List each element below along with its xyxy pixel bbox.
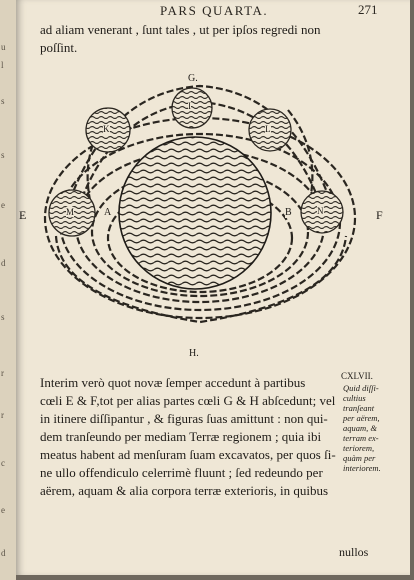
margin-note-line: terram ex- bbox=[343, 433, 379, 443]
text-line: dem tranſeundo per mediam Terræ regionem ; quia ibi bbox=[40, 429, 322, 444]
label-f: F bbox=[376, 208, 383, 222]
field-arc bbox=[288, 110, 312, 200]
letter-a: A bbox=[104, 207, 112, 218]
margin-note-number: CXLVII. bbox=[341, 371, 373, 381]
letter-b: B bbox=[285, 207, 292, 218]
margin-note-line: tranſeant bbox=[343, 403, 375, 413]
running-head: PARS QUARTA. bbox=[160, 3, 269, 18]
text-line: meatus habent ad menſuram ſuam excavatos, per quos ſi- bbox=[40, 447, 336, 462]
gutter-char: e bbox=[1, 200, 5, 210]
text-line: Interim verò quot novæ ſemper accedunt à partibus bbox=[40, 375, 306, 390]
gutter-char: d bbox=[1, 258, 6, 268]
margin-note-line: interiorem. bbox=[343, 463, 381, 473]
text-line: aërem, aquam & alia corpora terræ exterioris, in quibus bbox=[40, 483, 329, 498]
margin-note-line: aquam, & bbox=[343, 423, 377, 433]
margin-note-line: Quid diſſi- bbox=[343, 383, 379, 393]
letter-k: K bbox=[103, 124, 110, 134]
letter-m: M bbox=[66, 207, 75, 217]
margin-note-line: cultius bbox=[343, 393, 366, 403]
gutter-char: d bbox=[1, 548, 6, 558]
gutter-char: s bbox=[1, 312, 5, 322]
label-e: E bbox=[19, 208, 27, 222]
gutter-char: l bbox=[1, 60, 4, 70]
gutter-char: r bbox=[1, 368, 4, 378]
gutter-char: c bbox=[1, 458, 5, 468]
label-h: H. bbox=[189, 348, 199, 359]
margin-note-line: per aërem, bbox=[343, 413, 380, 423]
letter-n: N bbox=[317, 206, 324, 216]
letter-i: I bbox=[188, 101, 191, 111]
letter-l: L bbox=[265, 124, 271, 134]
margin-note-line: teriorem, bbox=[343, 443, 375, 453]
text-line: cœli E & F,tot per alias partes cœli G & H abſcedunt; vel bbox=[40, 393, 336, 408]
gutter-char: e bbox=[1, 505, 5, 515]
text-line: poſſint. bbox=[40, 40, 78, 55]
margin-note-line: quàm per bbox=[343, 453, 376, 463]
gutter-char: r bbox=[1, 410, 4, 420]
label-g: G. bbox=[188, 73, 198, 84]
gutter-char: u bbox=[1, 42, 6, 52]
text-line: in itinere diſſipantur , & figuras ſuas amittunt : non qui- bbox=[40, 411, 328, 426]
gutter-char: s bbox=[1, 96, 5, 106]
catchword: nullos bbox=[339, 545, 369, 559]
page-number: 271 bbox=[358, 2, 378, 17]
circle-i bbox=[172, 88, 212, 128]
text-line: ne ullo offendiculo celerrimè fluunt ; ſed redeundo per bbox=[40, 465, 323, 480]
text-line: ad aliam venerant , ſunt tales , ut per ipſos regredi non bbox=[40, 22, 321, 37]
earth-globe bbox=[119, 137, 271, 289]
gutter-char: s bbox=[1, 150, 5, 160]
